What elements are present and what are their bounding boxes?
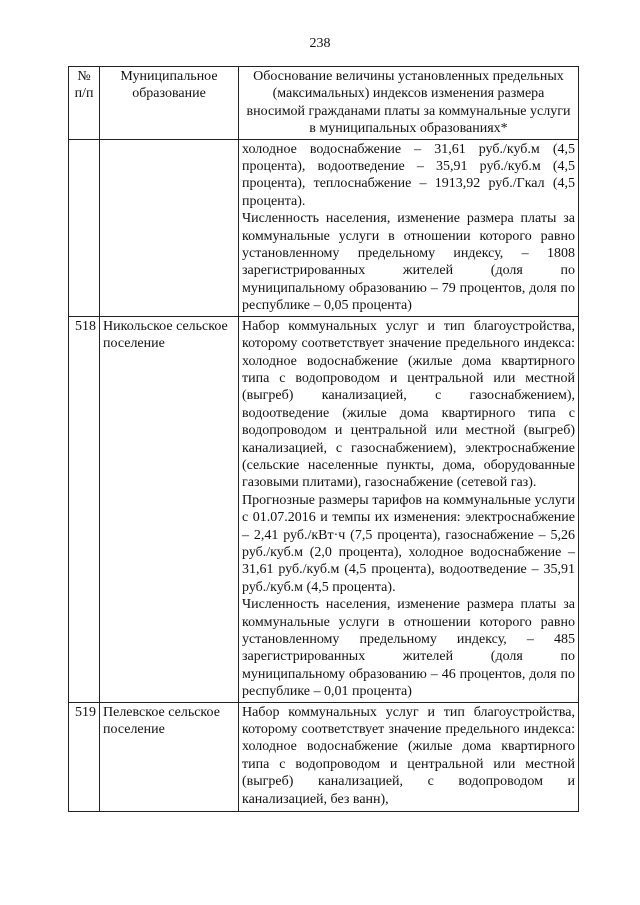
row-rationale <box>239 702 579 811</box>
row-number: 518 <box>69 316 100 702</box>
municipal-index-table <box>68 66 579 812</box>
table-header <box>69 67 579 140</box>
row-municipality: Никольское сельское поселение <box>100 316 239 702</box>
rationale-paragraph: Набор коммунальных услуг и тип благоустройства, которому соответствует значение предельного индекса: холодное водоснабжение (жилые дома квартирного типа с водопроводом и центральной или местной (выгреб) канализацией, с газоснабжением), водоотведение (жилые дома квартирного типа с водопроводом и центральной или местной (выгреб) канализацией, с газоснабжением), электроснабжение (сельские населенные пункты, дома, оборудованные газовыми плитами), газоснабжение (сетевой газ). <box>242 318 575 491</box>
row-number <box>69 139 100 316</box>
column-header-number: № п/п <box>69 67 100 140</box>
table-row <box>69 139 579 316</box>
column-header-rationale: Обоснование величины установленных предельных (максимальных) индексов изменения размера вносимой гражданами платы за коммунальные услуги в муниципальных образованиях* <box>239 67 579 140</box>
rationale-paragraph: Прогнозные размеры тарифов на коммунальные услуги с 01.07.2016 и темпы их изменения: электроснабжение – 2,41 руб./кВт·ч (7,5 процента), газоснабжение – 5,26 руб./куб.м (2,0 процента), холодное водоснабжение – 31,61 руб./куб.м (4,5 процента), водоотведение – 35,91 руб./куб.м (4,5 процента). <box>242 492 575 595</box>
row-rationale <box>239 316 579 702</box>
row-rationale <box>239 139 579 316</box>
rationale-paragraph: Численность населения, изменение размера платы за коммунальные услуги в отношении которого равно установленному предельному индексу, – 1808 зарегистрированных жителей (доля по муниципальному образованию – 79 процентов, доля по республике – 0,05 процента) <box>242 211 575 314</box>
page-number: 238 <box>309 36 331 51</box>
rationale-paragraph: Численность населения, изменение размера платы за коммунальные услуги в отношении которого равно установленному предельному индексу, – 485 зарегистрированных жителей (доля по муниципальному образованию – 46 процентов, доля по республике – 0,01 процента) <box>242 597 575 700</box>
column-header-municipality: Муниципальное образование <box>100 67 239 140</box>
table-header-row <box>69 67 579 140</box>
rationale-paragraph: Набор коммунальных услуг и тип благоустройства, которому соответствует значение предельного индекса: холодное водоснабжение (жилые дома квартирного типа с водопроводом и центральной или местной (выгреб) канализацией, с водопроводом и канализацией, без ванн), <box>242 704 575 807</box>
row-municipality <box>100 139 239 316</box>
row-number: 519 <box>69 702 100 811</box>
table-row <box>69 316 579 702</box>
table-row <box>69 702 579 811</box>
rationale-paragraph: холодное водоснабжение – 31,61 руб./куб.м (4,5 процента), водоотведение – 35,91 руб./куб.м (4,5 процента), теплоснабжение – 1913,92 руб./Гкал (4,5 процента). <box>242 141 575 209</box>
page-cut-spacer <box>242 808 575 810</box>
row-municipality: Пелевское сельское поселение <box>100 702 239 811</box>
